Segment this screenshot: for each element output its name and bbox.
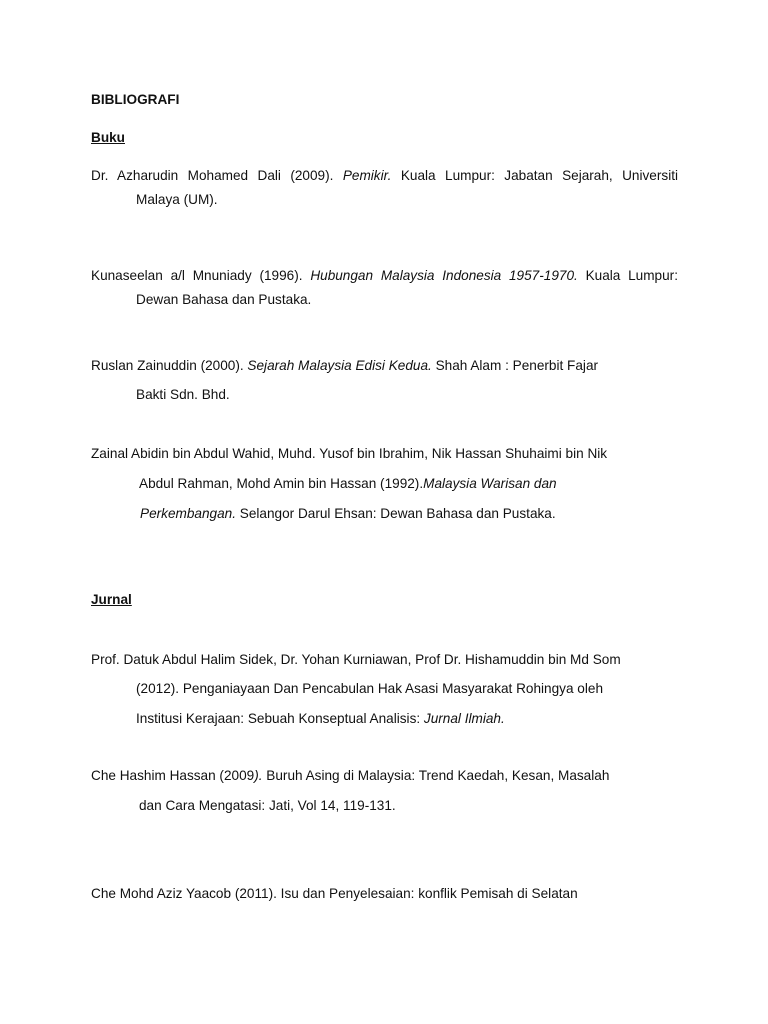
section-heading-buku: Buku — [91, 130, 125, 145]
entry-title: Hubungan Malaysia Indonesia 1957-1970. — [310, 268, 578, 283]
entry-title: Jurnal Ilmiah. — [423, 711, 505, 726]
bibliography-entry-line: Bakti Sdn. Bhd. — [136, 387, 230, 402]
entry-title: ). — [254, 768, 263, 783]
bibliography-entry-line — [140, 506, 556, 522]
bibliography-entry-line: (2012). Penganiayaan Dan Pencabulan Hak Asasi Masyarakat Rohingya oleh — [136, 681, 604, 696]
bibliography-entry-line: Malaya (UM). — [136, 192, 218, 207]
entry-title: Perkembangan. — [140, 506, 236, 521]
bibliography-entry-line — [91, 358, 598, 374]
entry-text: Shah Alam : Penerbit Fajar — [431, 358, 599, 373]
entry-text: Abdul Rahman, Mohd Amin bin Hassan (1992). — [139, 476, 424, 491]
section-heading-jurnal: Jurnal — [91, 592, 132, 607]
bibliography-entry-line: Zainal Abidin bin Abdul Wahid, Muhd. Yusof bin Ibrahim, Nik Hassan Shuhaimi bin Nik — [91, 446, 608, 461]
entry-text: Che Hashim Hassan (2009 — [91, 768, 255, 783]
entry-text: Kuala Lumpur: Jabatan Sejarah, Universiti — [391, 168, 679, 183]
bibliography-entry-line — [91, 268, 678, 284]
entry-text: Kuala Lumpur: — [577, 268, 678, 283]
entry-text: Dr. Azharudin Mohamed Dali (2009). — [91, 168, 343, 183]
entry-text: Institusi Kerajaan: Sebuah Konseptual Analisis: — [136, 711, 424, 726]
page-title: BIBLIOGRAFI — [91, 92, 180, 107]
bibliography-entry-line: Che Mohd Aziz Yaacob (2011). Isu dan Penyelesaian: konflik Pemisah di Selatan — [91, 886, 578, 901]
entry-title: Malaysia Warisan dan — [423, 476, 557, 491]
bibliography-entry-line — [139, 476, 557, 492]
entry-title: Sejarah Malaysia Edisi Kedua. — [247, 358, 432, 373]
bibliography-entry-line — [136, 711, 505, 727]
entry-title: Pemikir. — [342, 168, 392, 183]
entry-text: Selangor Darul Ehsan: Dewan Bahasa dan Pustaka. — [235, 506, 556, 521]
bibliography-entry-line — [91, 768, 609, 784]
bibliography-entry-line: Dewan Bahasa dan Pustaka. — [136, 292, 312, 307]
bibliography-entry-line: Prof. Datuk Abdul Halim Sidek, Dr. Yohan Kurniawan, Prof Dr. Hishamuddin bin Md Som — [91, 652, 621, 667]
entry-text: Buruh Asing di Malaysia: Trend Kaedah, Kesan, Masalah — [262, 768, 610, 783]
entry-text: Kunaseelan a/l Mnuniady (1996). — [91, 268, 311, 283]
entry-text: Ruslan Zainuddin (2000). — [91, 358, 248, 373]
bibliography-entry-line: dan Cara Mengatasi: Jati, Vol 14, 119-131. — [139, 798, 396, 813]
bibliography-entry-line — [91, 168, 678, 184]
